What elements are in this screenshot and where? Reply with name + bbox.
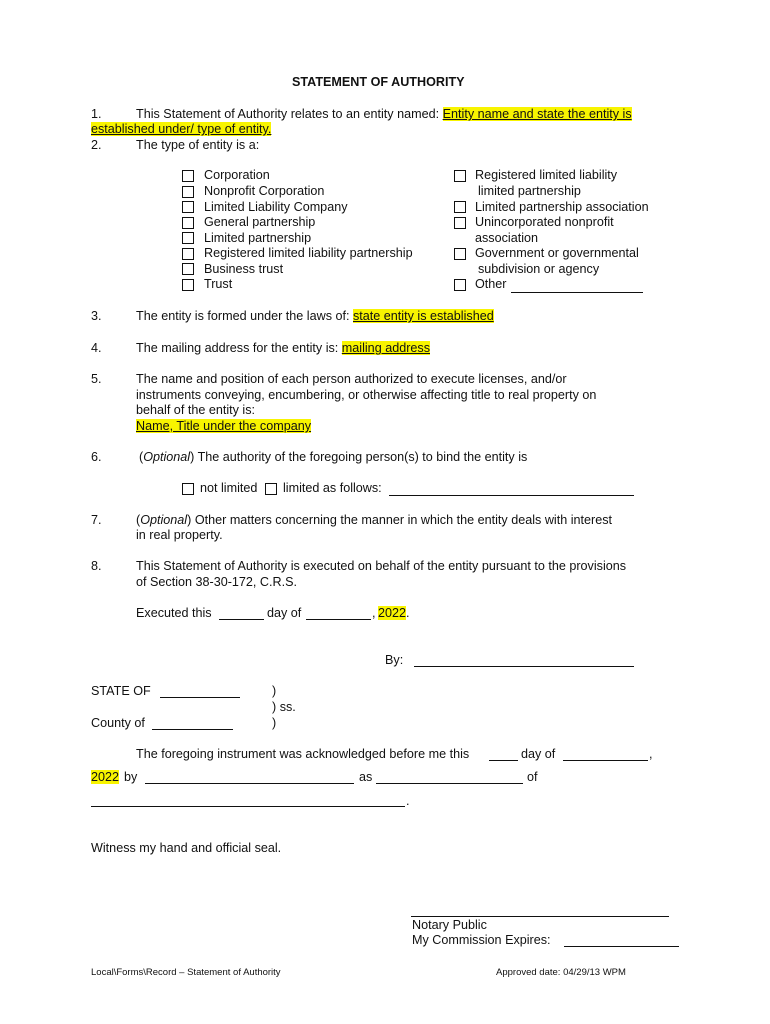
label-government-1: Government or governmental xyxy=(475,246,639,260)
item7-number: 7. xyxy=(91,513,102,527)
ack-title-line[interactable] xyxy=(376,783,523,784)
ack-month-line[interactable] xyxy=(563,760,648,761)
item7-line2: in real property. xyxy=(136,528,223,542)
item4-number: 4. xyxy=(91,341,102,355)
item3-label: The entity is formed under the laws of: xyxy=(136,309,350,323)
checkbox-other[interactable] xyxy=(454,279,466,291)
item6-number: 6. xyxy=(91,450,102,464)
item8-line2: of Section 38-30-172, C.R.S. xyxy=(136,575,298,589)
ack-by: by xyxy=(124,770,138,784)
label-unincorporated-2: association xyxy=(475,231,539,245)
item2-text: The type of entity is a: xyxy=(136,138,260,152)
item1-continued xyxy=(91,122,271,137)
by-label: By: xyxy=(385,653,404,667)
executed-month-line[interactable] xyxy=(306,619,371,620)
state-of-label: STATE OF xyxy=(91,684,151,698)
executed-period: . xyxy=(406,606,410,620)
checkbox-nonprofit-corporation[interactable] xyxy=(182,186,194,198)
item1-text xyxy=(136,107,632,122)
checkbox-rllp[interactable] xyxy=(182,248,194,260)
item3-text xyxy=(136,309,494,324)
ack-year-wrap xyxy=(91,770,119,785)
item3-number: 3. xyxy=(91,309,102,323)
witness-text: Witness my hand and official seal. xyxy=(91,841,282,855)
checkbox-government[interactable] xyxy=(454,248,466,260)
label-general-partnership: General partnership xyxy=(204,215,316,229)
ack-name-line[interactable] xyxy=(145,783,354,784)
entity-name-field[interactable]: Entity name and state the entity is xyxy=(442,107,632,121)
label-corporation: Corporation xyxy=(204,168,270,182)
checkbox-corporation[interactable] xyxy=(182,170,194,182)
ack-year-field[interactable]: 2022 xyxy=(91,770,120,784)
label-rllp: Registered limited liability partnership xyxy=(204,246,413,260)
executed-year-field[interactable]: 2022 xyxy=(378,606,407,620)
item7-line1: (Optional) Other matters concerning the manner in which the entity deals with interest xyxy=(136,513,613,527)
item5-number: 5. xyxy=(91,372,102,386)
ss-label: ) ss. xyxy=(272,700,296,714)
commission-expires-line[interactable] xyxy=(564,946,679,947)
item1-number: 1. xyxy=(91,107,102,121)
executed-label: Executed this xyxy=(136,606,212,620)
item7-label: ) Other matters concerning the manner in which the entity deals with interest xyxy=(187,513,613,527)
item5-line2: instruments conveying, encumbering, or otherwise affecting title to real property on xyxy=(136,388,597,402)
label-government-2: subdivision or agency xyxy=(478,262,600,276)
checkbox-not-limited[interactable] xyxy=(182,483,194,495)
by-signature-line[interactable] xyxy=(414,666,634,667)
executed-day-line[interactable] xyxy=(219,619,264,620)
county-of-line[interactable] xyxy=(152,729,233,730)
ss-paren-3: ) xyxy=(272,716,277,730)
checkbox-limited-partnership[interactable] xyxy=(182,232,194,244)
checkbox-unincorporated-nonprofit[interactable] xyxy=(454,217,466,229)
item7-optional: Optional xyxy=(140,513,188,527)
label-rllp-lp-1: Registered limited liability xyxy=(475,168,618,182)
notary-public-label: Notary Public xyxy=(412,918,487,932)
label-limited-partnership: Limited partnership xyxy=(204,231,312,245)
item4-label: The mailing address for the entity is: xyxy=(136,341,339,355)
entity-type-field[interactable]: established under/ type of entity. xyxy=(91,122,272,136)
ss-paren-1: ) xyxy=(272,684,277,698)
ack-entity-line[interactable] xyxy=(91,806,405,807)
ack-as: as xyxy=(359,770,373,784)
item8-line1: This Statement of Authority is executed on behalf of the entity pursuant to the provisions xyxy=(136,559,627,573)
executed-year-wrap xyxy=(378,606,410,621)
ack-dayof: day of xyxy=(521,747,556,761)
footer-right: Approved date: 04/29/13 WPM xyxy=(496,967,626,978)
item5-line3: behalf of the entity is: xyxy=(136,403,256,417)
item5-line1: The name and position of each person authorized to execute licenses, and/or xyxy=(136,372,567,386)
document-title: STATEMENT OF AUTHORITY xyxy=(292,75,465,89)
ack-line1: The foregoing instrument was acknowledged before me this xyxy=(136,747,470,761)
mailing-address-field[interactable]: mailing address xyxy=(341,341,430,355)
checkbox-lp-association[interactable] xyxy=(454,201,466,213)
commission-expires-label: My Commission Expires: xyxy=(412,933,551,947)
state-of-line[interactable] xyxy=(160,697,240,698)
label-unincorporated-1: Unincorporated nonprofit xyxy=(475,215,614,229)
county-of-label: County of xyxy=(91,716,145,730)
item4-text xyxy=(136,341,430,356)
item6-text: (Optional) The authority of the foregoing person(s) to bind the entity is xyxy=(139,450,528,464)
executed-comma: , xyxy=(372,606,376,620)
checkbox-general-partnership[interactable] xyxy=(182,217,194,229)
item8-number: 8. xyxy=(91,559,102,573)
notary-signature-line[interactable] xyxy=(411,916,669,917)
state-field[interactable]: state entity is established xyxy=(353,309,494,323)
label-rllp-lp-2: limited partnership xyxy=(478,184,581,198)
checkbox-llc[interactable] xyxy=(182,201,194,213)
label-nonprofit-corporation: Nonprofit Corporation xyxy=(204,184,325,198)
footer-left: Local\Forms\Record – Statement of Authority xyxy=(91,967,281,978)
checkbox-business-trust[interactable] xyxy=(182,263,194,275)
checkbox-limited-as-follows[interactable] xyxy=(265,483,277,495)
label-other: Other xyxy=(475,277,507,291)
item2-number: 2. xyxy=(91,138,102,152)
ack-of: of xyxy=(527,770,538,784)
ack-period: . xyxy=(406,794,410,808)
limited-as-follows-line[interactable] xyxy=(389,495,634,496)
label-limited-as-follows: limited as follows: xyxy=(283,481,382,495)
label-business-trust: Business trust xyxy=(204,262,284,276)
label-trust: Trust xyxy=(204,277,233,291)
item5-field-wrap xyxy=(136,419,311,434)
label-not-limited: not limited xyxy=(200,481,258,495)
label-lp-association: Limited partnership association xyxy=(475,200,649,214)
other-blank-line[interactable] xyxy=(511,292,643,293)
item6-optional: Optional xyxy=(143,450,191,464)
executed-dayof: day of xyxy=(267,606,302,620)
item6-label: ) The authority of the foregoing person(s) to bind the entity is xyxy=(190,450,528,464)
checkbox-trust[interactable] xyxy=(182,279,194,291)
label-llc: Limited Liability Company xyxy=(204,200,348,214)
checkbox-rllp-limited-partnership[interactable] xyxy=(454,170,466,182)
name-title-field[interactable]: Name, Title under the company xyxy=(136,419,312,433)
item1-label: This Statement of Authority relates to an entity named: xyxy=(136,107,440,121)
ack-day-line[interactable] xyxy=(489,760,518,761)
ack-comma: , xyxy=(649,747,653,761)
